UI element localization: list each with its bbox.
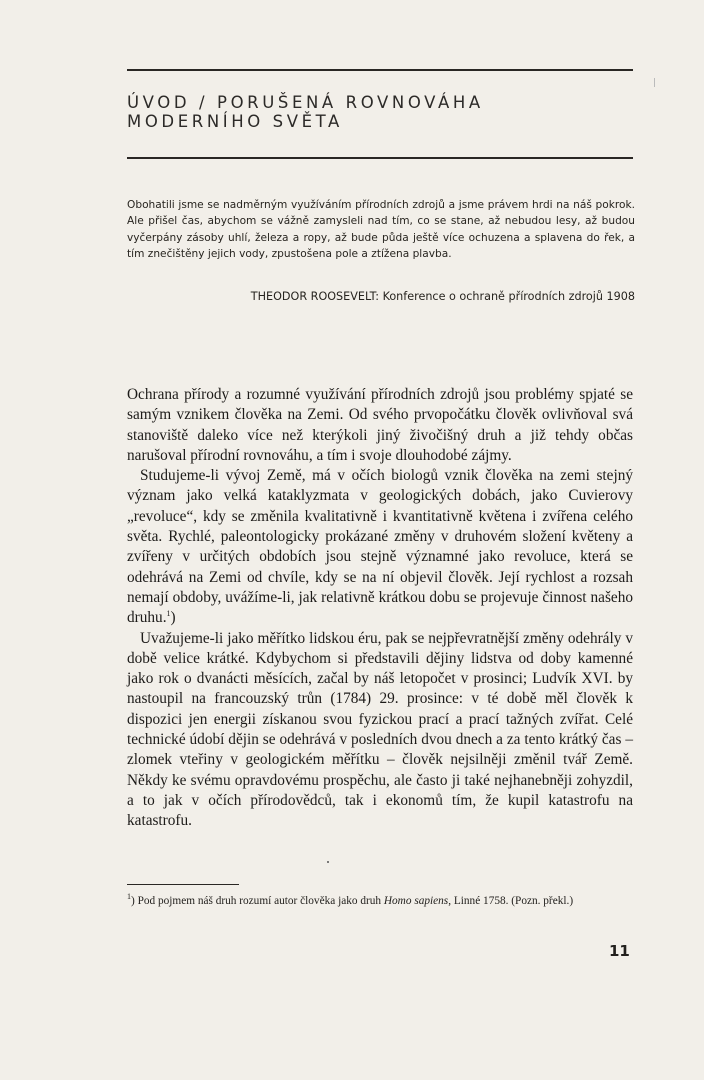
footnote-reference: 1	[166, 609, 171, 619]
paragraph-2-text: Studujeme-li vývoj Země, má v očích biologů vznik člověka na zemi stejný význam jako velká kataklyzmata v geologických dobách, jako Cuvierovy „revoluce“, kdy se změnila kvalitativně i kvantitativně květena i zvířena celého světa. Rychlé, paleontologicky prokázané změny v druhovém složení květeny a zvířeny v určitých obdobích jsou stejně významné jako revoluce, která se odehrává na Zemi od chvíle, kdy se na ní objevil člověk. Její rychlost a rozsah nemají obdoby, uvážíme-li, jak relativně krátkou dobu se projevuje činnost našeho druhu.	[127, 467, 633, 627]
paragraph-3: Uvažujeme-li jako měřítko lidskou éru, pak se nejpřevratnější změny odehrály v době velice krátké. Kdybychom si představili dějiny lidstva od doby kamenné jako rok o dvanácti měsících, začal by náš letopočet v prosinci; Ludvík XVI. by nastoupil na francouzský trůn (1784) 29. prosince: v té době měl člověk k dispozici jen energii získanou svou fyzickou prací a prací tažných zvířat. Celé technické údobí dějin se odehrává v posledních dvou dnech a za tento krátký čas – zlomek vteřiny v geologickém měřítku – člověk nejsilněji změnil tvář Země. Někdy ke svému opravdovému prospěchu, ale často ji také nejhanebněji zohyzdil, a to jak v očích přírodovědců, tak i ekonomů tím, že kupil katastrofu na katastrofu.	[127, 629, 633, 830]
chapter-title-line-2: MODERNÍHO SVĚTA	[127, 112, 343, 131]
paragraph-2	[127, 466, 633, 628]
edge-mark	[654, 78, 655, 87]
title-bottom-rule	[127, 157, 633, 159]
footnote-paren: )	[131, 895, 135, 907]
body-text	[127, 385, 633, 832]
chapter-title	[127, 93, 647, 131]
title-top-rule	[127, 69, 633, 71]
footnote	[127, 893, 635, 910]
epigraph-quote: Obohatili jsme se nadměrným využíváním přírodních zdrojů a jsme právem hrdi na náš pokrok. Ale přišel čas, abychom se vážně zamysleli nad tím, co se stane, až nebudou lesy, až budou vyčerpány zásoby uhlí, železa a ropy, až bude půda ještě více ochuzena a splavena do řek, a tím znečištěny jejich vody, zpustošena pole a ztížena plavba.	[127, 199, 635, 261]
paragraph-1: Ochrana přírody a rozumné využívání přírodních zdrojů jsou problémy spjaté se samým vznikem člověka na Zemi. Od svého prvopočátku člověk ovlivňoval svá stanoviště daleko více než kterýkoli jiný živočišný druh a již tehdy občas narušoval přírodní rovnováhu, a tím i svoje dlouhodobé zájmy.	[127, 386, 633, 464]
footnote-rule	[127, 884, 239, 885]
chapter-title-line-1: ÚVOD / PORUŠENÁ ROVNOVÁHA	[127, 93, 484, 112]
footnote-marker: 1	[127, 892, 131, 902]
footnote-text-before: Pod pojmem náš druh rozumí autor člověka jako druh	[134, 895, 384, 907]
page-number: 11	[609, 942, 630, 960]
footnote-species: Homo sapiens	[383, 895, 449, 907]
footnote-text-after: , Linné 1758. (Pozn. překl.)	[448, 895, 574, 907]
paragraph-2-end: )	[170, 609, 176, 627]
print-speck	[327, 861, 329, 863]
epigraph-source: THEODOR ROOSEVELT: Konference o ochraně přírodních zdrojů 1908	[250, 290, 635, 303]
